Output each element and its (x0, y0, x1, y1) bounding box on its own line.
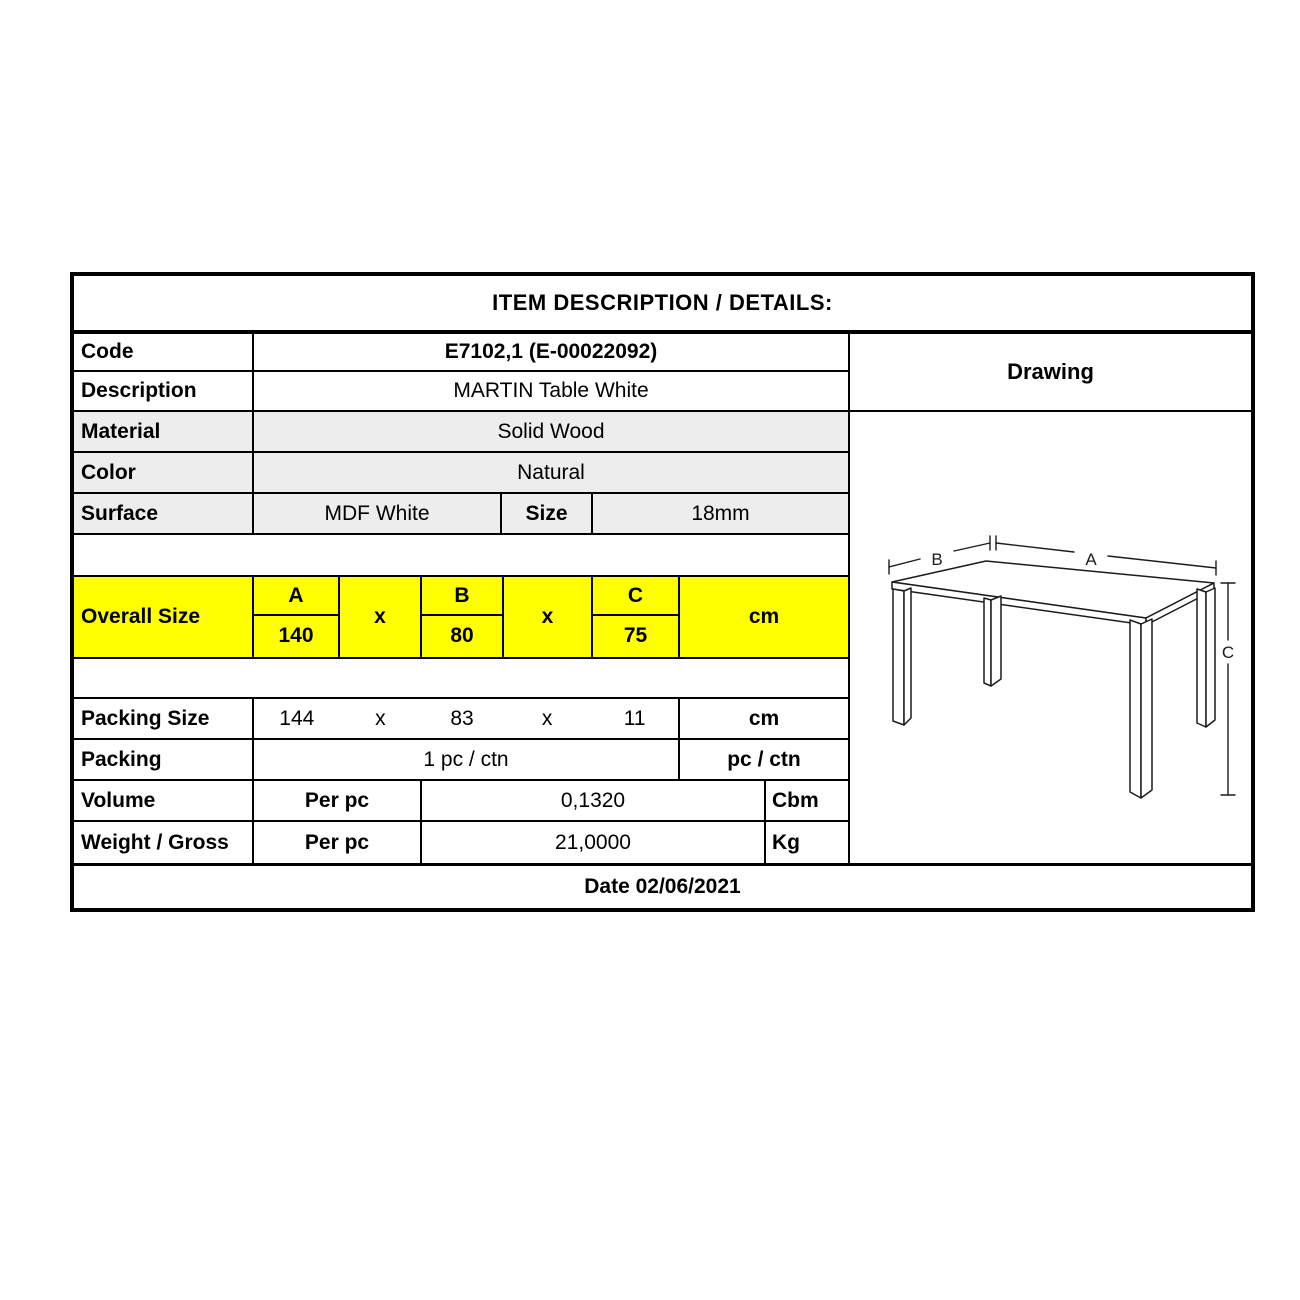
packing-size-value-c: 11 (623, 706, 646, 730)
surface-size-value: 18mm (691, 501, 750, 525)
row-overall-size (74, 577, 848, 659)
overall-size-value-c: 75 (623, 623, 648, 647)
packing-size-sep-1: x (375, 706, 386, 730)
packing-value: 1 pc / ctn (254, 740, 680, 779)
overall-size-col-b (422, 577, 504, 657)
table-leg-back-right (1197, 588, 1215, 727)
volume-unit: Cbm (772, 788, 819, 812)
sheet-body (74, 334, 1251, 863)
overall-size-sep-2: x (504, 577, 593, 657)
spacer-row-1 (74, 535, 848, 577)
date-row: Date 02/06/2021 (74, 863, 1251, 908)
item-description-sheet (70, 272, 1255, 912)
drawing-dim-b-label: B (931, 550, 943, 569)
volume-label: Volume (74, 781, 254, 820)
color-value: Natural (517, 460, 585, 484)
row-packing (74, 740, 848, 781)
packing-label: Packing (74, 740, 254, 779)
packing-size-label: Packing Size (74, 699, 254, 738)
weight-unit: Kg (772, 830, 800, 854)
material-label: Material (74, 412, 254, 451)
drawing-title: Drawing (850, 334, 1251, 412)
packing-size-unit: cm (748, 706, 780, 730)
weight-label: Weight / Gross (74, 822, 254, 863)
weight-basis: Per pc (254, 822, 422, 863)
overall-size-col-c (593, 577, 680, 657)
row-color (74, 453, 848, 494)
row-weight (74, 822, 848, 863)
overall-size-unit: cm (748, 605, 780, 628)
row-material (74, 412, 848, 453)
packing-size-values (254, 699, 680, 738)
row-surface (74, 494, 848, 535)
surface-size-label: Size (502, 494, 593, 533)
spec-table (74, 334, 850, 863)
packing-unit: pc / ctn (727, 747, 801, 771)
row-code (74, 334, 848, 372)
drawing-area (850, 412, 1251, 863)
overall-size-col-a (254, 577, 340, 657)
table-leg-back-left (984, 596, 1001, 686)
surface-value: MDF White (254, 494, 502, 533)
table-line-drawing (850, 412, 1251, 863)
volume-value: 0,1320 (422, 781, 766, 820)
drawing-panel (850, 334, 1251, 863)
code-value: E7102,1 (E-00022092) (444, 340, 658, 363)
weight-value: 21,0000 (422, 822, 766, 863)
description-label: Description (74, 372, 254, 410)
sheet-title: ITEM DESCRIPTION / DETAILS: (74, 276, 1251, 334)
packing-size-sep-2: x (541, 706, 553, 730)
row-volume (74, 781, 848, 822)
packing-size-value-b: 83 (450, 706, 474, 730)
overall-size-value-a: 140 (278, 623, 314, 647)
spacer-row-2 (74, 659, 848, 699)
code-label: Code (74, 334, 254, 370)
row-description (74, 372, 848, 412)
drawing-dim-a-label: A (1085, 550, 1097, 569)
table-leg-front-right (1130, 619, 1152, 798)
row-packing-size (74, 699, 848, 740)
overall-size-sep-1: x (340, 577, 422, 657)
dimension-line-c (1221, 583, 1235, 795)
overall-size-dim-c: C (593, 577, 678, 616)
surface-label: Surface (74, 494, 254, 533)
description-value: MARTIN Table White (453, 379, 649, 402)
table-leg-front-left (893, 588, 911, 725)
material-value: Solid Wood (497, 419, 605, 443)
volume-basis: Per pc (254, 781, 422, 820)
overall-size-label: Overall Size (74, 577, 254, 657)
overall-size-dim-b: B (422, 577, 502, 616)
packing-size-value-a: 144 (279, 706, 315, 730)
color-label: Color (74, 453, 254, 492)
drawing-dim-c-label: C (1221, 643, 1235, 662)
overall-size-dim-a: A (254, 577, 338, 616)
overall-size-value-b: 80 (450, 623, 474, 647)
